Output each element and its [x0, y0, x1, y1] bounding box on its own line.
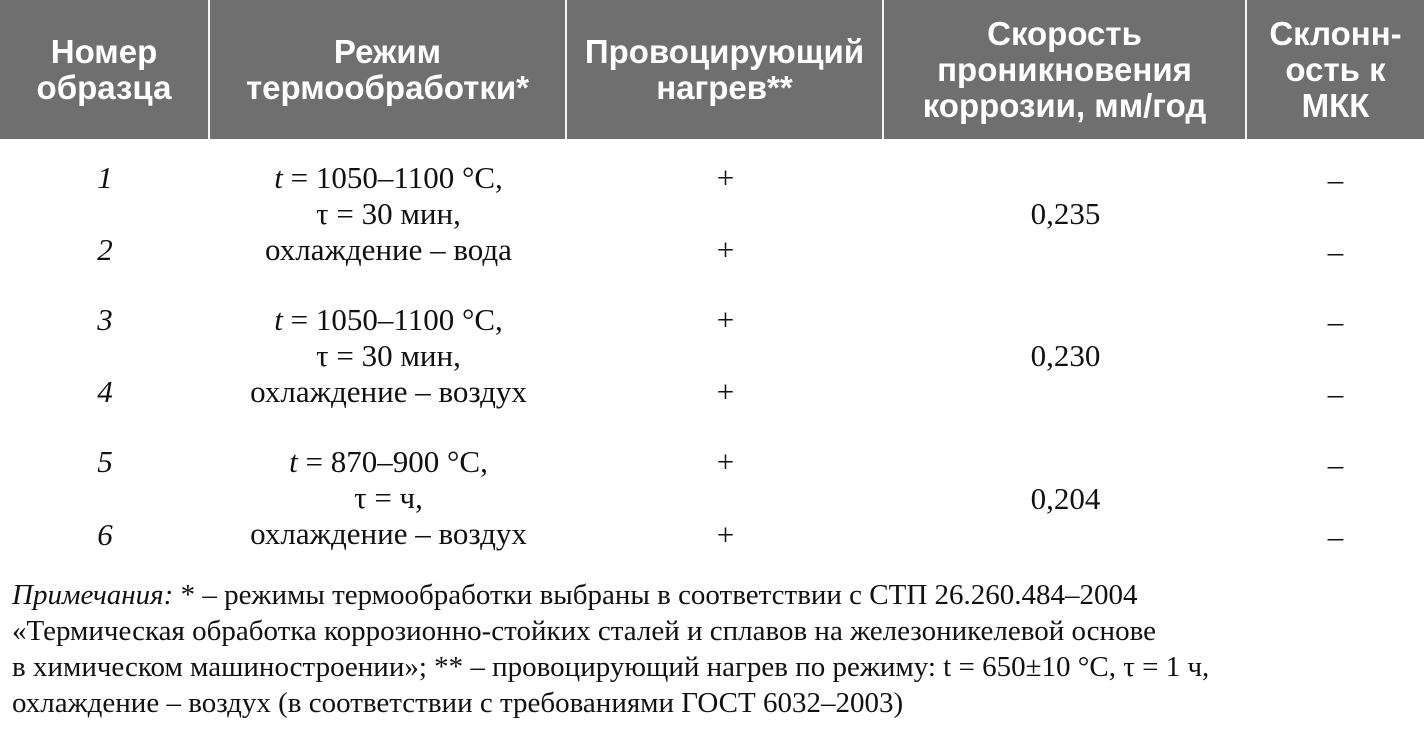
regime-t-value: = 1050–1100 °С, — [282, 302, 503, 337]
note-text-1: * – режимы термообработки выбраны в соответствии с СТП 26.260.484–2004 — [173, 579, 1138, 611]
table-header — [0, 0, 1424, 139]
notes-label: Примечания: — [12, 579, 174, 611]
regime-rest: τ = 30 мин, охлаждение – воздух — [250, 338, 527, 409]
heating-mark: + — [716, 517, 735, 552]
heating-mark: + — [716, 302, 735, 337]
mkk-mark: – — [1327, 162, 1344, 197]
sample-number: 4 — [97, 374, 113, 409]
note-line-2: «Термическая обработка коррозионно-стойких сталей и сплавов на железоникелевой основе — [12, 615, 1156, 647]
heating-mark: + — [716, 232, 735, 267]
regime-rest: τ = 30 мин, охлаждение – вода — [265, 196, 512, 267]
sample-number: 3 — [97, 302, 113, 337]
regime-t-value: = 1050–1100 °С, — [282, 160, 503, 195]
note-line-3: в химическом машиностроении»; ** – провоцирующий нагрев по режиму: t = 650±10 °С, τ = 1 ч, — [12, 651, 1210, 683]
note-line-1 — [12, 577, 1412, 613]
corrosion-rate: 0,204 — [1030, 481, 1101, 516]
heating-mark: + — [716, 444, 735, 479]
header-heat-treatment: Режим термообработки* — [210, 0, 567, 139]
header-mkk-tendency: Склонн- ость к МКК — [1269, 14, 1402, 124]
header-provoking-heating: Провоцирующий нагрев** — [567, 0, 884, 139]
regime-cell — [210, 302, 567, 410]
mkk-mark: – — [1327, 519, 1344, 554]
note-line-4: охлаждение – воздух (в соответствии с требованиями ГОСТ 6032–2003) — [12, 687, 904, 719]
regime-rest: τ = ч, охлаждение – воздух — [250, 480, 527, 551]
mkk-mark: – — [1327, 304, 1344, 339]
regime-t-symbol: t — [274, 160, 283, 195]
corrosion-rate: 0,235 — [1030, 196, 1101, 231]
sample-number: 6 — [97, 517, 113, 552]
regime-t-symbol: t — [274, 302, 283, 337]
mkk-mark: – — [1327, 447, 1344, 482]
mkk-mark: – — [1327, 376, 1344, 411]
regime-t-value: = 870–900 °С, — [297, 444, 488, 479]
header-sample-number: Номер образца — [0, 0, 210, 139]
heating-mark: + — [716, 160, 735, 195]
regime-cell — [210, 444, 567, 552]
regime-t-symbol: t — [289, 444, 298, 479]
heating-mark: + — [716, 374, 735, 409]
sample-number: 1 — [97, 160, 113, 195]
regime-cell — [210, 160, 567, 268]
header-corrosion-rate: Скорость проникновения коррозии, мм/год — [884, 0, 1247, 139]
sample-number: 5 — [97, 444, 113, 479]
table-notes — [12, 577, 1412, 721]
corrosion-rate: 0,230 — [1030, 338, 1101, 373]
mkk-mark: – — [1327, 234, 1344, 269]
sample-number: 2 — [97, 232, 113, 267]
